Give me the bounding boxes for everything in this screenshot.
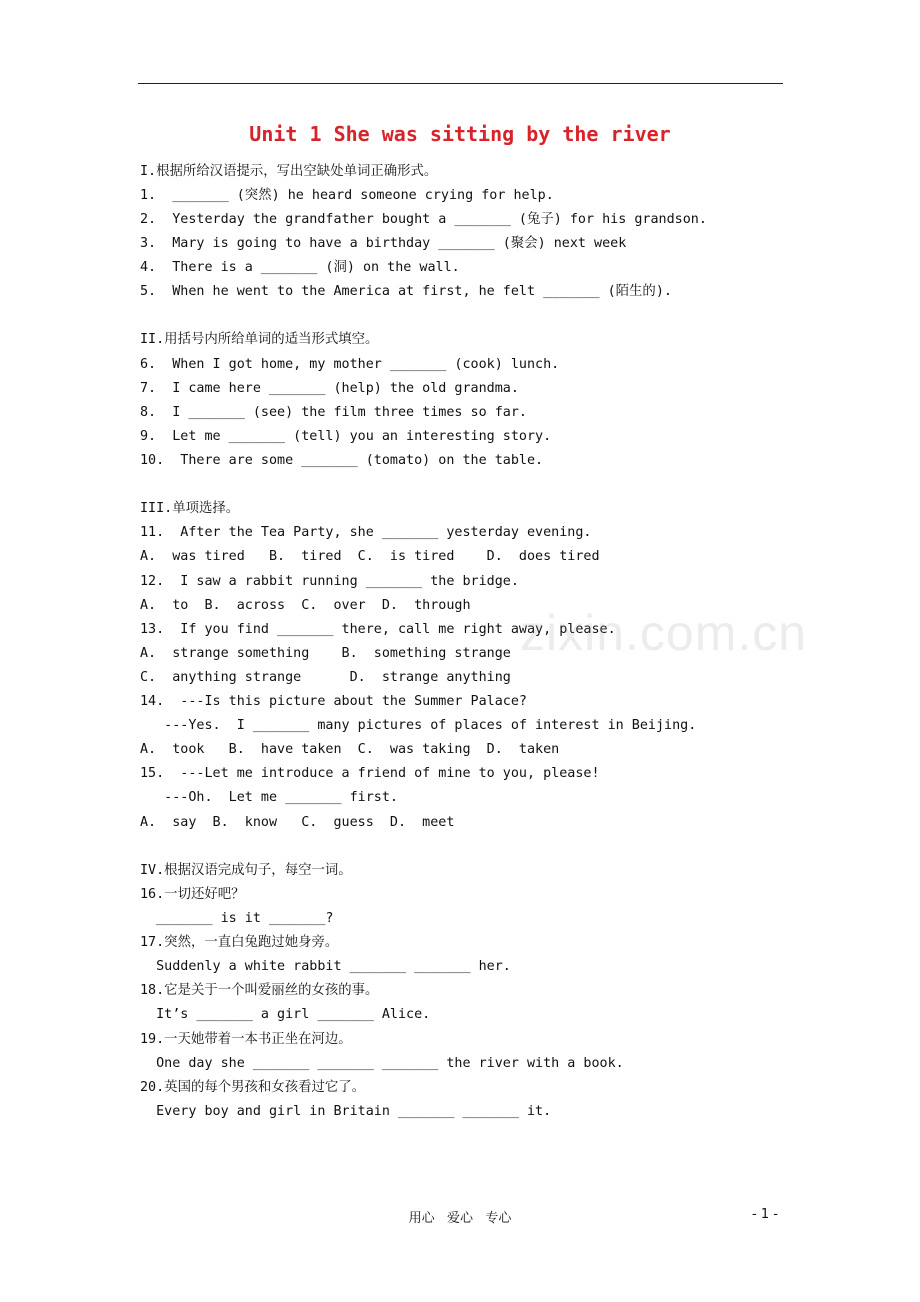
question-19-prompt: 19.一天她带着一本书正坐在河边。 bbox=[140, 1032, 352, 1047]
header-rule bbox=[138, 83, 783, 84]
question-1: 1. _______ (突然) he heard someone crying for help. bbox=[140, 188, 554, 203]
section-3-heading: III.单项选择。 bbox=[140, 501, 240, 516]
question-18-answer: It’s _______ a girl _______ Alice. bbox=[140, 1007, 431, 1022]
question-11-options: A. was tired B. tired C. is tired D. does tired bbox=[140, 549, 600, 564]
question-17-prompt: 17.突然，一直白兔跑过她身旁。 bbox=[140, 935, 339, 950]
watermark: zixin.com.cn bbox=[520, 605, 808, 661]
footer-motto: 用心 爱心 专心 bbox=[408, 1211, 512, 1226]
question-15-reply: ---Oh. Let me _______ first. bbox=[140, 790, 398, 805]
question-3: 3. Mary is going to have a birthday _______ (聚会) next week bbox=[140, 236, 627, 251]
question-11: 11. After the Tea Party, she _______ yesterday evening. bbox=[140, 525, 592, 540]
question-20-answer: Every boy and girl in Britain _______ _______ it. bbox=[140, 1104, 552, 1119]
question-12: 12. I saw a rabbit running _______ the bridge. bbox=[140, 574, 519, 589]
question-13-options-c-d: C. anything strange D. strange anything bbox=[140, 670, 511, 685]
question-8: 8. I _______ (see) the film three times so far. bbox=[140, 405, 527, 420]
question-14: 14. ---Is this picture about the Summer Palace? bbox=[140, 694, 527, 709]
section-2-heading: II.用括号内所给单词的适当形式填空。 bbox=[140, 332, 379, 347]
question-20-prompt: 20.英国的每个男孩和女孩看过它了。 bbox=[140, 1080, 366, 1095]
question-15-options: A. say B. know C. guess D. meet bbox=[140, 815, 455, 830]
question-6: 6. When I got home, my mother _______ (cook) lunch. bbox=[140, 357, 560, 372]
question-17-answer: Suddenly a white rabbit _______ _______ her. bbox=[140, 959, 511, 974]
question-7: 7. I came here _______ (help) the old grandma. bbox=[140, 381, 519, 396]
question-13-options-a-b: A. strange something B. something strange bbox=[140, 646, 511, 661]
question-2: 2. Yesterday the grandfather bought a _______ (兔子) for his grandson. bbox=[140, 212, 707, 227]
question-15: 15. ---Let me introduce a friend of mine to you, please! bbox=[140, 766, 600, 781]
question-13: 13. If you find _______ there, call me right away, please. bbox=[140, 622, 616, 637]
question-14-reply: ---Yes. I _______ many pictures of places of interest in Beijing. bbox=[140, 718, 697, 733]
question-5: 5. When he went to the America at first, he felt _______ (陌生的). bbox=[140, 284, 672, 299]
page-title: Unit 1 She was sitting by the river bbox=[249, 122, 671, 146]
section-4-heading: IV.根据汉语完成句子，每空一词。 bbox=[140, 863, 352, 878]
question-12-options: A. to B. across C. over D. through bbox=[140, 598, 471, 613]
page-number: - 1 - bbox=[752, 1207, 778, 1222]
question-10: 10. There are some _______ (tomato) on the table. bbox=[140, 453, 544, 468]
question-4: 4. There is a _______ (洞) on the wall. bbox=[140, 260, 460, 275]
section-1-heading: I.根据所给汉语提示，写出空缺处单词正确形式。 bbox=[140, 164, 438, 179]
question-18-prompt: 18.它是关于一个叫爱丽丝的女孩的事。 bbox=[140, 983, 379, 998]
question-16-prompt: 16.一切还好吧？ bbox=[140, 887, 245, 902]
question-16-answer: _______ is it _______? bbox=[140, 911, 334, 926]
question-19-answer: One day she _______ _______ _______ the river with a book. bbox=[140, 1056, 624, 1071]
question-14-options: A. took B. have taken C. was taking D. taken bbox=[140, 742, 560, 757]
question-9: 9. Let me _______ (tell) you an interesting story. bbox=[140, 429, 552, 444]
